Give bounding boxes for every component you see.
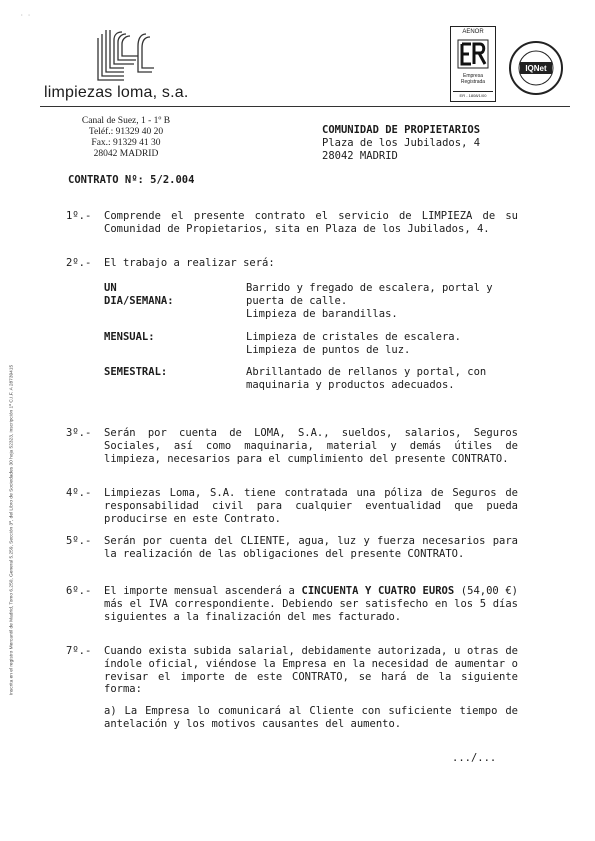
clause-2-text: El trabajo a realizar será:: [104, 257, 275, 269]
aenor-badge: [450, 26, 496, 102]
clause-3-number: 3º.-: [66, 427, 92, 439]
sender-street: Canal de Suez, 1 - 1º B: [81, 116, 171, 126]
task-monthly-desc: [246, 331, 520, 357]
aenor-title: AENOR: [462, 29, 484, 35]
iqnet-label: IQNet: [525, 64, 547, 73]
sender-address: [66, 116, 186, 160]
continuation-mark: .../...: [452, 752, 497, 764]
company-logo-icon: [88, 28, 158, 86]
recipient-city: 28042 MADRID: [322, 150, 398, 162]
company-name: limpiezas loma, s.a.: [44, 84, 189, 101]
clause-6-number: 6º.-: [66, 585, 92, 597]
aenor-code: ER - 1808/1/00: [453, 91, 493, 98]
clause-6-text-b: (54,00 €) más el IVA correspondiente. Debiendo ser satisfecho en los 5 días siguientes a la finalización del mes facturado.: [104, 585, 519, 623]
header-rule: [40, 106, 570, 107]
recipient-name: COMUNIDAD DE PROPIETARIOS: [322, 124, 481, 136]
side-registration: [2, 300, 22, 760]
task-monthly-line-1: Limpieza de cristales de escalera.: [246, 331, 461, 343]
task-monthly-line-2: Limpieza de puntos de luz.: [246, 343, 411, 356]
clause-1-number: 1º.-: [66, 210, 92, 222]
iqnet-seal-icon: [508, 40, 564, 96]
task-weekly-line-1: Barrido y fregado de escalera, portal y puerta de calle.: [246, 282, 493, 307]
clause-6-text-a: El importe mensual ascenderá a: [104, 585, 302, 597]
sender-city: 28042 MADRID: [93, 149, 159, 159]
clause-3-text: Serán por cuenta de LOMA, S.A., sueldos, salarios, Seguros Sociales, así como maquinaria, material y demás útiles de limpieza, necesarios para el cumplimiento del presente CONTRATO.: [104, 427, 518, 465]
contract-number: CONTRATO Nº: 5/2.004: [68, 174, 195, 186]
clause-7-number: 7º.-: [66, 645, 92, 657]
clause-7-sub-a: a) La Empresa lo comunicará al Cliente con suficiente tiempo de antelación y los motivos causantes del aumento.: [104, 705, 518, 730]
task-weekly-desc: [246, 282, 520, 320]
clause-1-text: Comprende el presente contrato el servicio de LIMPIEZA de su Comunidad de Propietarios, sita en Plaza de los Jubilados, 4.: [104, 210, 518, 235]
task-semiannual-desc: [246, 366, 520, 392]
clause-4-text: Limpiezas Loma, S.A. tiene contratada una póliza de Seguros de responsabilidad civil para cualquier eventualidad que pueda producirse en este Contrato.: [104, 487, 518, 525]
clause-7-text: Cuando exista subida salarial, debidamente autorizada, u otras de índole oficial, viéndose la Empresa en la necesidad de aumentar o revisar el importe de este CONTRATO, se hará de la siguiente forma:: [104, 645, 518, 696]
task-monthly-label: MENSUAL:: [104, 331, 155, 343]
clause-5-number: 5º.-: [66, 535, 92, 547]
scan-specks: · ·: [20, 12, 31, 19]
task-weekly-line-2: Limpieza de barandillas.: [246, 307, 398, 320]
clause-4-number: 4º.-: [66, 487, 92, 499]
clause-5-text: Serán por cuenta del CLIENTE, agua, luz y fuerza necesarios para la realización de las obligaciones del presente CONTRATO.: [104, 535, 518, 560]
side-registration-text: Inscrita en el registro Mercantil de Madrid, Tomo 6.250, General 5.259, Sección 3ª, del Libro de Sociedades 30 hoja 52323, inscripción 1ª C.I.F. A 28739415: [9, 364, 15, 696]
task-semiannual-line-1: Abrillantado de rellanos y portal, con maquinaria y productos adecuados.: [246, 366, 487, 391]
clause-6-text: [104, 585, 518, 623]
aenor-line1: Empresa: [462, 73, 483, 79]
aenor-text: [451, 73, 495, 85]
recipient-address: [322, 124, 480, 163]
task-weekly-label: UN DIA/SEMANA:: [104, 282, 174, 307]
clause-6-amount-words: CINCUENTA Y CUATRO EUROS: [301, 585, 455, 597]
recipient-street: Plaza de los Jubilados, 4: [322, 137, 481, 149]
aenor-line2: Registrada: [460, 79, 486, 85]
sender-fax: Fax.: 91329 41 30: [91, 138, 161, 148]
task-semiannual-label: SEMESTRAL:: [104, 366, 168, 378]
aenor-er-icon: [457, 39, 489, 69]
clause-2-number: 2º.-: [66, 257, 92, 269]
sender-phone: Teléf.: 91329 40 20: [88, 127, 164, 137]
